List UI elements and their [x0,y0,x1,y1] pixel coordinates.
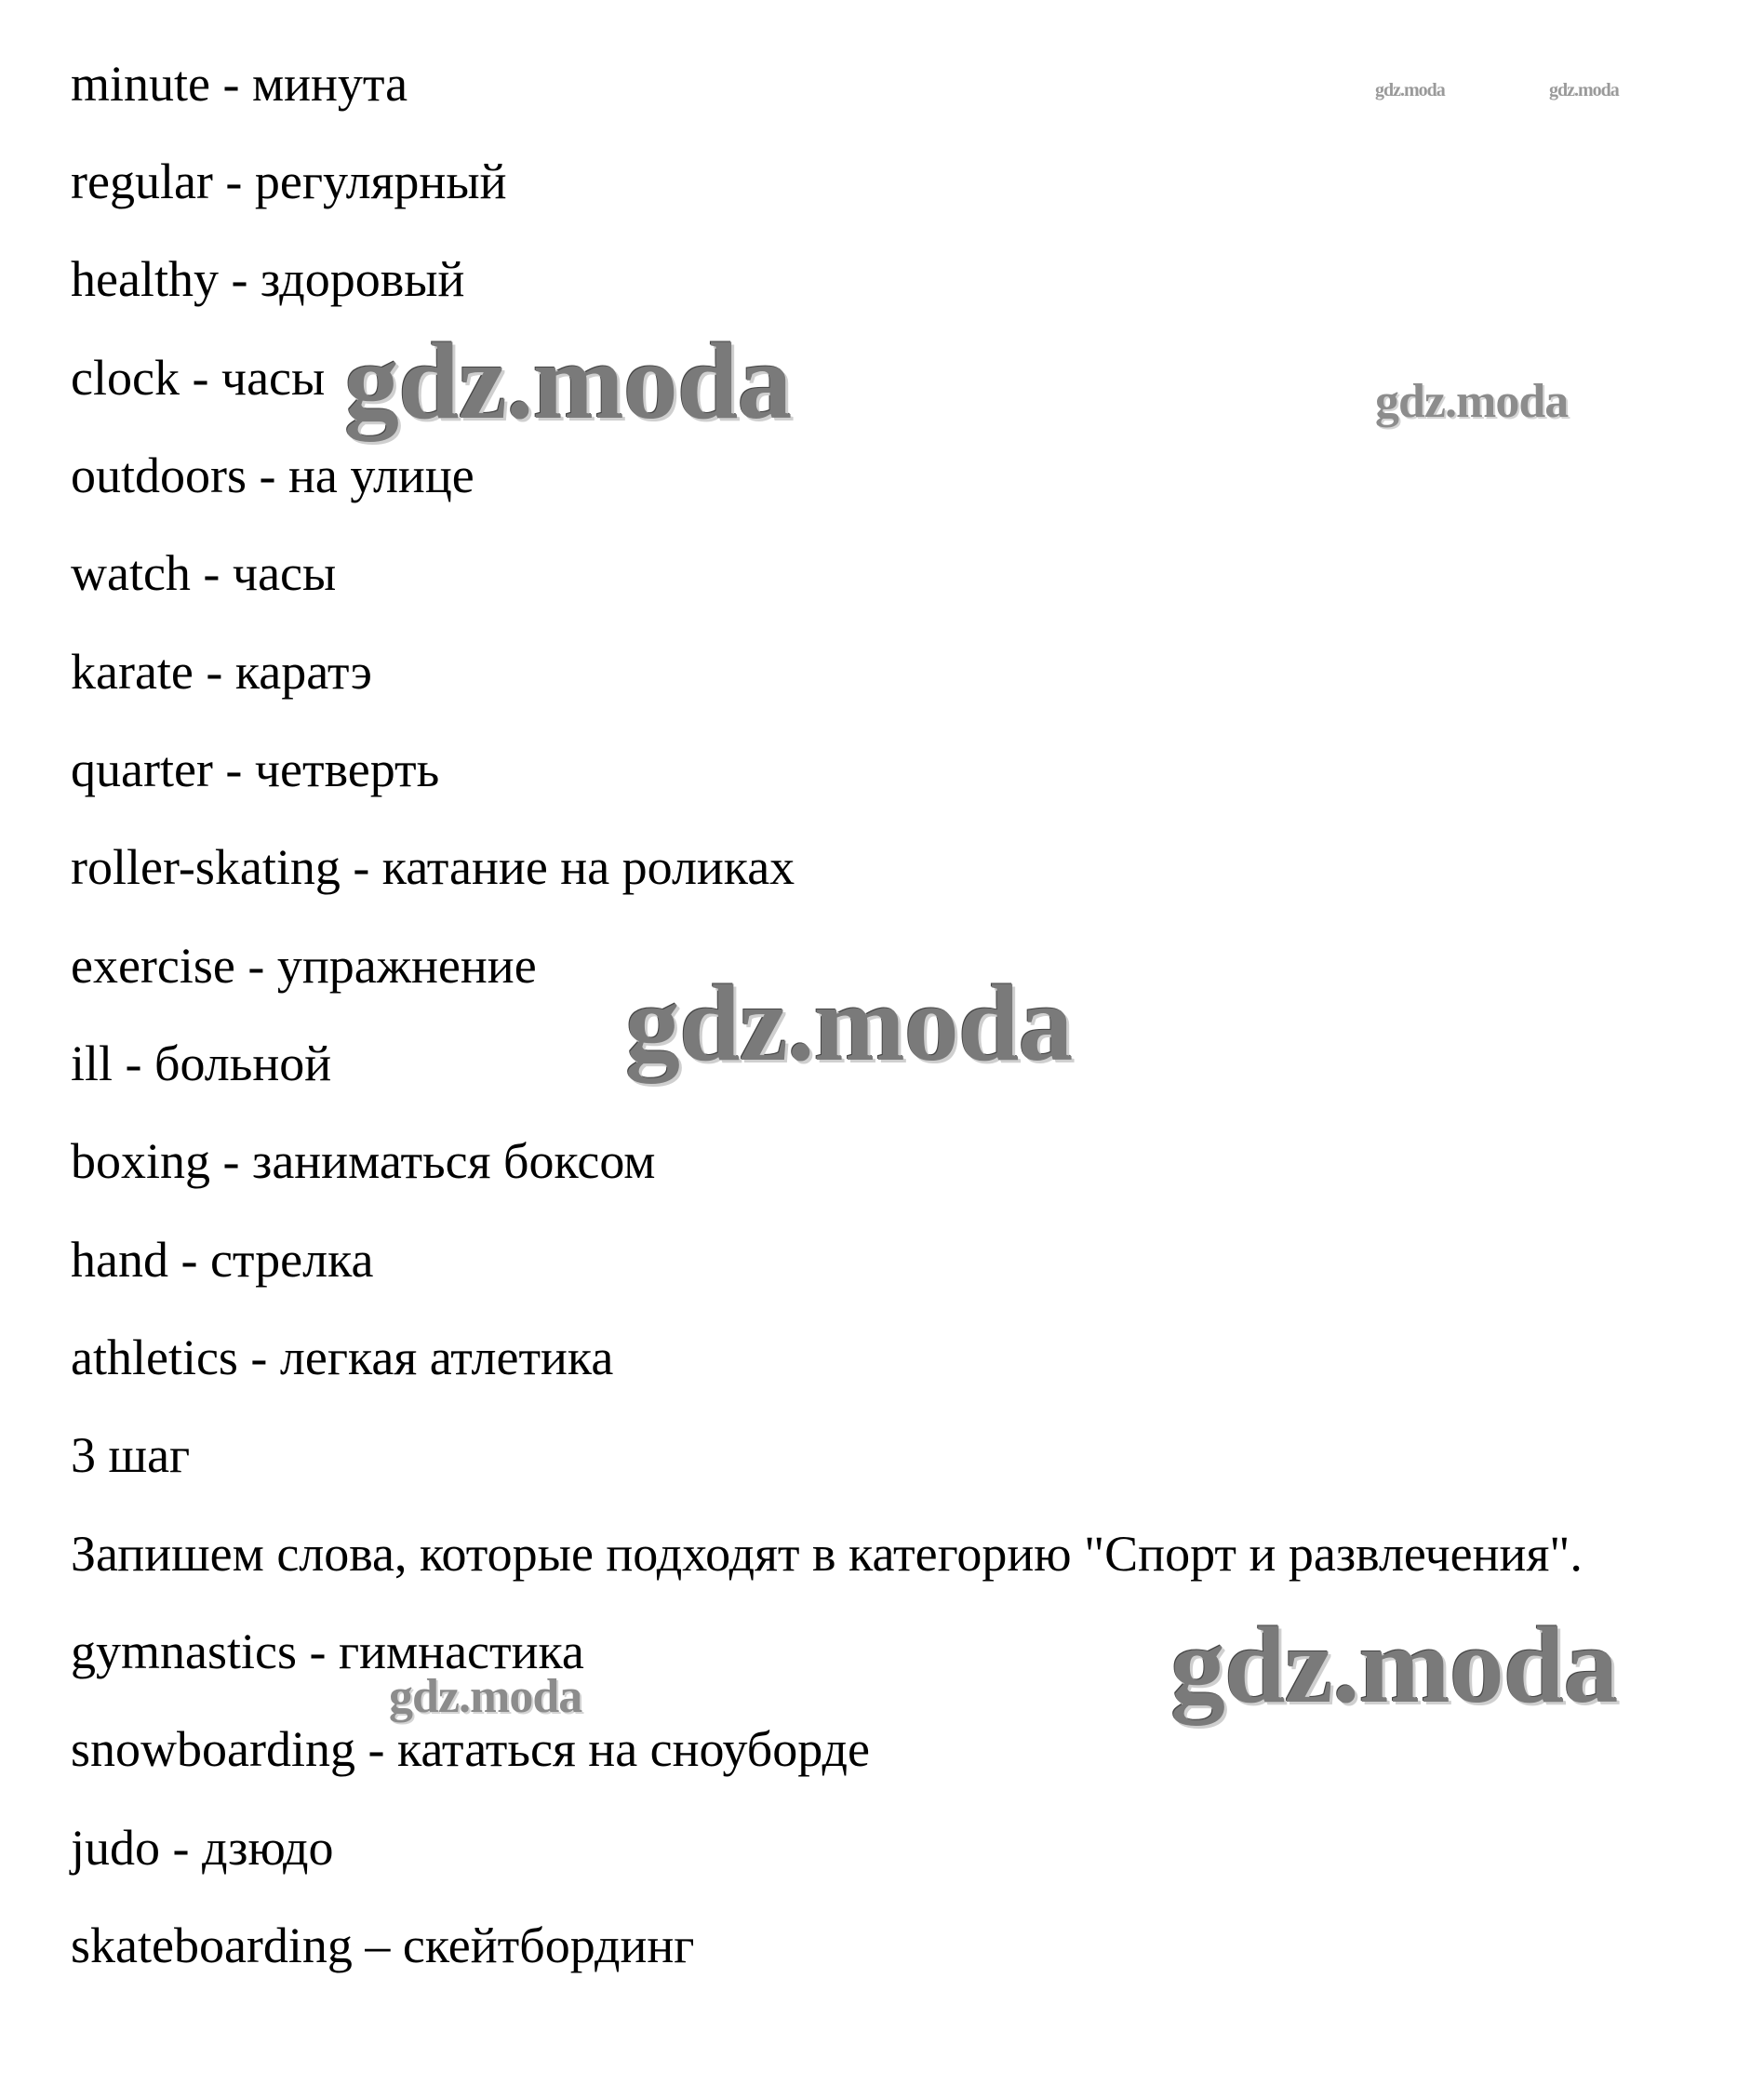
watermark-large-2: gdz.moda [625,962,1073,1084]
vocab-line-outdoors: outdoors - на улице [71,448,474,503]
vocab-line-regular: regular - регулярный [71,154,507,209]
instruction-text: Запишем слова, которые подходят в категорию "Спорт и развлечения". [71,1526,1583,1582]
vocab-line-ill: ill - больной [71,1036,332,1091]
vocab-line-watch: watch - часы [71,545,337,601]
vocab-line-exercise: exercise - упражнение [71,938,537,994]
vocab-line-clock: clock - часы [71,350,326,406]
watermark-small-1: gdz.moda [1375,80,1445,100]
vocab-line-snowboarding: snowboarding - кататься на сноуборде [71,1721,870,1777]
vocab-line-skateboarding: skateboarding – скейтбординг [71,1918,695,1973]
vocab-line-hand: hand - стрелка [71,1232,374,1288]
vocab-line-judo: judo - дзюдо [71,1820,334,1876]
vocab-line-boxing: boxing - заниматься боксом [71,1133,656,1189]
vocab-line-healthy: healthy - здоровый [71,251,465,307]
watermark-small-2: gdz.moda [1549,80,1619,100]
watermark-medium-2: gdz.moda [389,1670,582,1723]
step-heading: 3 шаг [71,1427,191,1483]
watermark-large-3: gdz.moda [1170,1604,1618,1726]
watermark-large-1: gdz.moda [344,320,792,442]
vocab-line-gymnastics: gymnastics - гимнастика [71,1624,584,1679]
vocab-line-athletics: athletics - легкая атлетика [71,1330,614,1385]
vocab-line-minute: minute - минута [71,56,408,112]
vocab-line-karate: karate - каратэ [71,644,372,700]
vocab-line-quarter: quarter - четверть [71,742,440,797]
watermark-medium-1: gdz.moda [1375,375,1569,428]
vocab-line-roller-skating: roller-skating - катание на роликах [71,839,795,895]
